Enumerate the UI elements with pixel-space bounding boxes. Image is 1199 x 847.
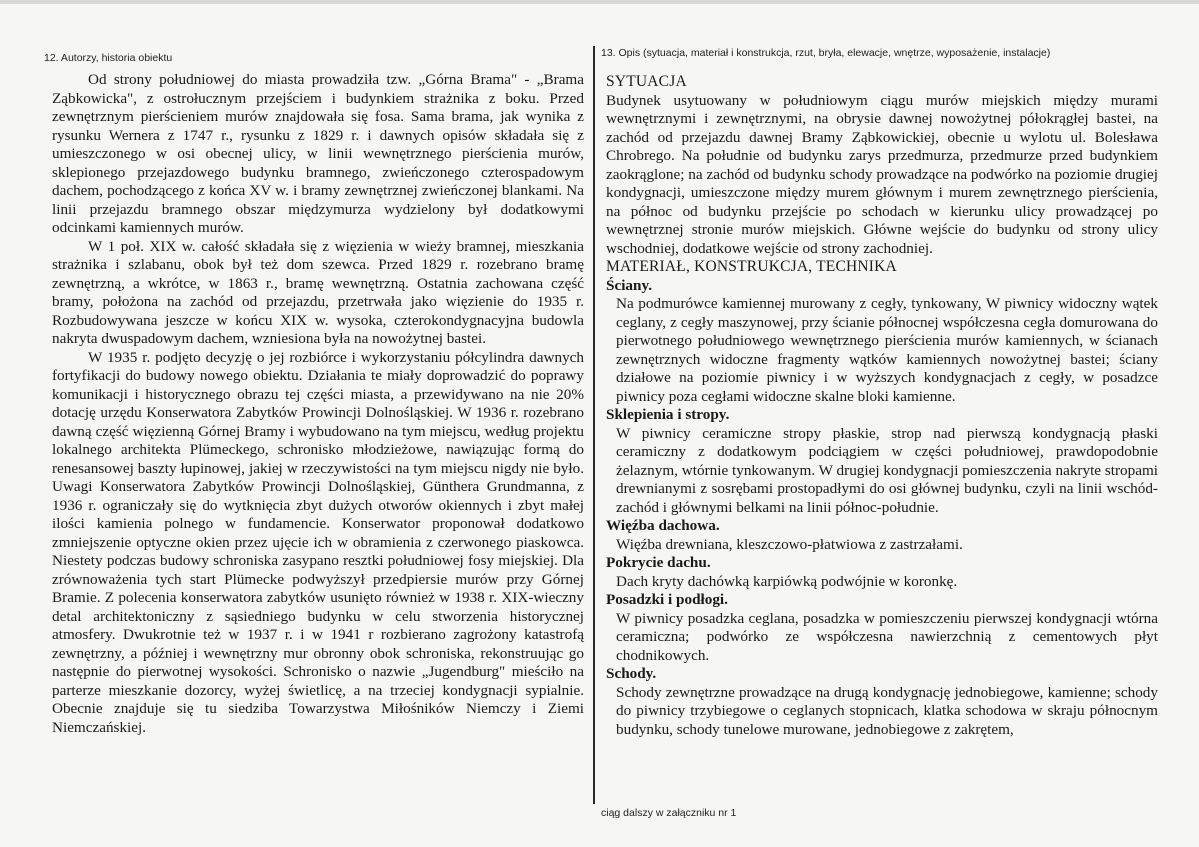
left-column-text <box>52 71 584 737</box>
section-sytuacja-text: Budynek usytuowany w południowym ciągu murów miejskich między murami wewnętrznymi i zewnętrznymi, na obrysie dawnej nowożytnej półokrągłej bastei, na zachód od przejazdu dawnej Bramy Ząbkowickiej, obecnie u wylotu ul. Bolesława Chrobrego. Na południe od budynku zarys przedmurza, przedmurze przed budynkiem zaokrąglone; na zachód od budynku schody prowadzące na podwórko na poziomie drugiej kondygnacji, umieszczone między murem głównym i murem zewnętrznego pierścienia, na północ od budynku przejście po schodach w kierunku ulicy prowadzącej po wewnętrznej stronie murów miejskich. Główne wejście do budynku od strony ulicy wschodniej, dodatkowe wejście od strony zachodniej. <box>606 91 1158 257</box>
wiezba-text: Więźba drewniana, kleszczowo-płatwiowa z zastrzałami. <box>616 535 963 553</box>
history-paragraph-2: W 1 poł. XIX w. całość składała się z więzienia w wieży bramnej, mieszkania strażnika i szlabanu, obok był też dom szewca. Przed 1829 r. rozebrano bramę zewnętrzną, a wkrótce, w 1863 r., bramę wewnętrzną. Ostatnia zachowana część bramy, położona na zachód od przejazdu, przetrwała jako więzienie do 1935 r. Rozbudowywana jeszcze w końcu XIX w. wysoka, czterokondygnacyjna budowla nakryta dwuspadowym dachem, wzniesiona była na nowożytnej bastei. <box>52 237 584 347</box>
history-paragraph-3: W 1935 r. podjęto decyzję o jej rozbiórce i wykorzystaniu półcylindra dawnych fortyfikacji do budowy nowego obiektu. Działania te miały doprowadzić do poprawy komunikacji i historycznego obrazu tej części miasta, a przewidywano na nie 20% dotację urzędu Konserwatora Zabytków Prowincji Dolnośląskiej. W 1936 r. rozebrano dawną część więzienną Górnej Bramy i wybudowano na tym miejscu, według projektu lokalnego architekta Plümeckego, schronisko młodzieżowe, nawiązując formą do renesansowej baszty łupinowej, jakiej w rzeczywistości na tym miejscu nigdy nie było. Uwagi Konserwatora Zabytków Prowincji Dolnośląskiej, Günthera Grundmanna, z 1936 r. ograniczały się do wytknięcia zbyt dużych otworów okiennych i zbyt małej ilości kamienia polnego w fundamencie. Konserwator proponował dodatkowo zmniejszenie optyczne okien przez ujęcie ich w obramienia z czerwonego piaskowca. Niestety podczas budowy schroniska zasypano resztki południowej fosy miejskiej. Dla zrównoważenia tych start Plümecke podwyższył przedpiersie murów przy Górnej Bramie. Z polecenia konserwatora zabytków usunięto również w 1938 r. XIX-wieczny detal architektoniczny z sąsiedniego budynku w celu stworzenia historycznej atmosfery. Dwukrotnie też w 1937 r. i w 1941 r rozbierano zagrożony katastrofą zewnętrzny, a później i wewnętrzny mur obronny obok schroniska, rekonstruując go następnie do pierwotnej wysokości. Schronisko o nazwie „Jugendburg" mieściło na parterze mieszkanie dozorcy, wyżej świetlicę, a na trzeciej kondygnacji sypialnie. Obecnie znajduje się tu siedziba Towarzystwa Miłośników Niemczy i Ziemi Niemczańskiej. <box>52 348 584 736</box>
schody-text: Schody zewnętrzne prowadzące na drugą kondygnację jednobiegowe, kamienne; schody do piwnicy trzybiegowe o ceglanych stopnicach, klatka schodowa w skraju północnym budynku, schody tunelowe murowane, jednobiegowe z zakrętem, <box>616 683 1158 738</box>
continuation-note: ciąg dalszy w załączniku nr 1 <box>601 807 737 819</box>
right-column-header: 13. Opis (sytuacja, materiał i konstrukcja, rzut, bryła, elewacje, wnętrze, wyposażenie, instalacje) <box>601 47 1051 59</box>
sklepienia-text: W piwnicy ceramiczne stropy płaskie, strop nad pierwszą kondygnacją płaski ceramiczny z dodatkowym podciągiem w części południowej, prawdopodobnie żelaznym, wtórnie tynkowanym. W drugiej kondygnacji pomieszczenia nakryte stropami drewnianymi z sosrębami prostopadłymi do osi głównej budynku, czyli na linii wschód-zachód i głównymi belkami na linii północ-południe. <box>616 424 1158 516</box>
pokrycie-text: Dach kryty dachówką karpiówką podwójnie w koronkę. <box>616 572 958 590</box>
history-paragraph-1: Od strony południowej do miasta prowadziła tzw. „Górna Brama" - „Brama Ząbkowicka", z ostrołucznym przejściem i budynkiem strażnika z boku. Przed zewnętrznym pierścieniem murów znajdowała się fosa. Sama brama, jak wynika z rysunku Wernera z 1747 r., rysunku z 1829 r. i dawnych opisów składała się z umieszczonego w osi obecnej ulicy, w linii wewnętrznego pierścienia murów, sklepionego przejazdowego budynku bramnego, zwieńczonego czterospadowym dachem, pochodzącego z końca XV w. i bramy zewnętrznej zwieńczonej blankami. Na linii przejazdu bramnego obszar międzymurza wydzielony był dodatkowymi odcinkami kamiennych murów. <box>52 71 584 236</box>
section-sytuacja-title: SYTUACJA <box>606 73 687 90</box>
left-column-header: 12. Autorzy, historia obiektu <box>44 52 173 64</box>
wiezba-title: Więźba dachowa. <box>606 517 720 534</box>
sciany-text: Na podmurówce kamiennej murowany z cegły, tynkowany, W piwnicy widoczny wątek ceglany, z cegły maszynowej, przy ścianie północnej współczesna cegła domurowana do pierwotnego południowego wewnętrznego pierścienia murów kamiennych, w ścianach zewnętrznych widoczne fragmenty wątków kamiennych nowożytnej bastei; ściany działowe na poziomie piwnicy i w wyższych kondygnacjach z cegły, w posadzce piwnicy poza cegłami widoczne skalne bloki kamienne. <box>616 295 1158 405</box>
right-column-text <box>606 73 1158 739</box>
pokrycie-title: Pokrycie dachu. <box>606 554 711 571</box>
top-edge <box>0 0 1199 4</box>
sklepienia-title: Sklepienia i stropy. <box>606 406 730 423</box>
section-material-title: MATERIAŁ, KONSTRUKCJA, TECHNIKA <box>606 258 897 275</box>
column-divider <box>593 46 595 804</box>
posadzki-text: W piwnicy posadzka ceglana, posadzka w pomieszczeniu pierwszej kondygnacji wtórna ceramiczna; podwórko ze współczesna nawierzchnią z cementowych płyt chodnikowych. <box>616 609 1158 664</box>
sciany-title: Ściany. <box>606 276 652 294</box>
schody-title: Schody. <box>606 665 657 682</box>
posadzki-title: Posadzki i podłogi. <box>606 591 728 608</box>
